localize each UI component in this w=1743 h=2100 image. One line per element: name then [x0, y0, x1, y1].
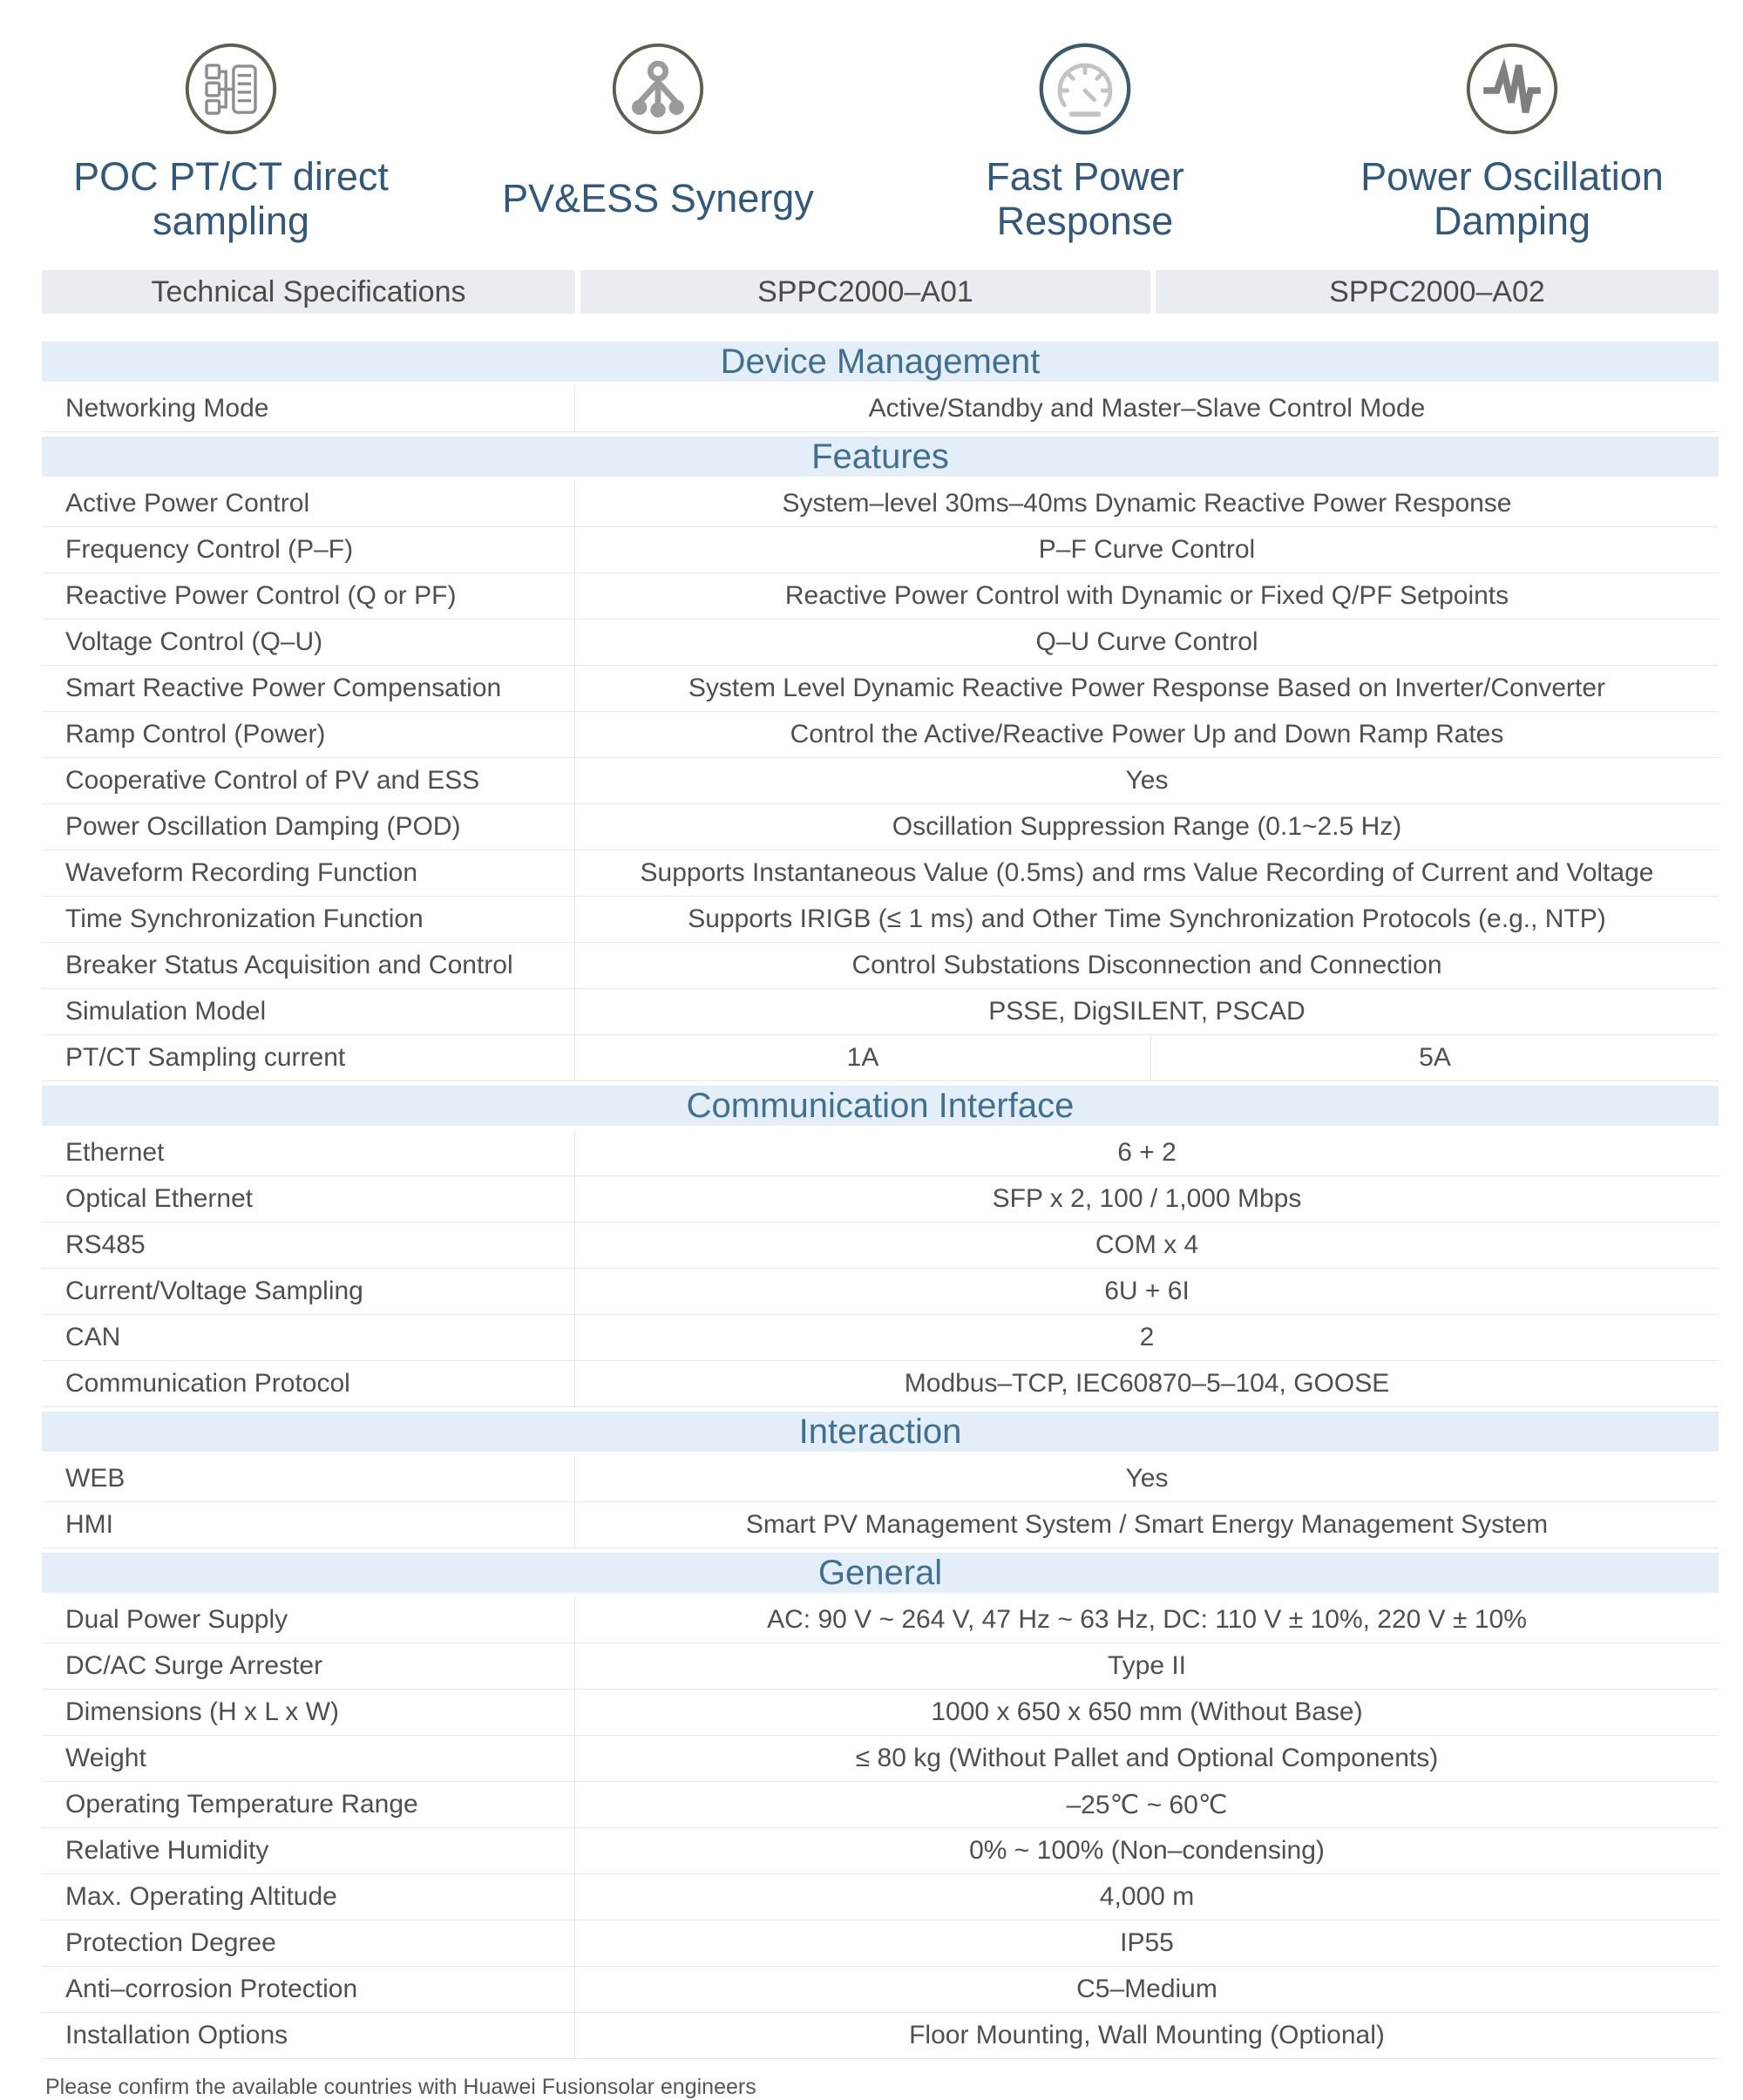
spec-value-a: 1000 x 650 x 650 mm (Without Base)	[931, 1697, 1363, 1726]
table-row	[42, 527, 1719, 573]
spec-value-a: Floor Mounting, Wall Mounting (Optional)	[909, 2021, 1385, 2049]
table-header-row	[42, 270, 1719, 314]
section-rows	[42, 386, 1719, 432]
section-title: General	[817, 1553, 943, 1592]
table-row	[42, 897, 1719, 943]
spec-label: WEB	[42, 1456, 575, 1501]
spec-value-a: Control Substations Disconnection and Connection	[851, 951, 1442, 979]
spec-label: Smart Reactive Power Compensation	[42, 666, 575, 711]
section-band	[42, 1412, 1719, 1452]
spec-section	[42, 1553, 1719, 2059]
spec-value-a: –25℃ ~ 60℃	[1066, 1790, 1228, 1819]
table-row	[42, 1597, 1719, 1643]
feature-item-poc-sampling	[26, 40, 436, 247]
table-row	[42, 620, 1719, 666]
spec-value-a: Supports IRIGB (≤ 1 ms) and Other Time Synchronization Protocols (e.g., NTP)	[688, 904, 1606, 933]
spec-section	[42, 1086, 1719, 1407]
oscillation-wave-icon	[1463, 40, 1561, 138]
spec-label: PT/CT Sampling current	[42, 1035, 575, 1080]
section-title: Features	[811, 437, 949, 476]
table-row	[42, 1176, 1719, 1223]
spec-label: Frequency Control (P–F)	[42, 527, 575, 572]
spec-value-a: Reactive Power Control with Dynamic or Fixed Q/PF Setpoints	[784, 581, 1509, 610]
feature-label: POC PT/CT direct sampling	[73, 153, 389, 243]
spec-value-a: 0% ~ 100% (Non–condensing)	[969, 1836, 1325, 1865]
spec-value-a: Yes	[1125, 766, 1169, 795]
table-row	[42, 1782, 1719, 1828]
footnote: Please confirm the available countries with Huawei Fusionsolar engineers	[45, 2075, 756, 2099]
sampling-diagram-icon	[182, 40, 280, 138]
spec-value-a: 6 + 2	[1117, 1138, 1177, 1167]
spec-label: Waveform Recording Function	[42, 850, 575, 896]
spec-value-a: 2	[1139, 1323, 1155, 1351]
spec-label: CAN	[42, 1315, 575, 1360]
table-row	[42, 804, 1719, 850]
table-row	[42, 2013, 1719, 2059]
table-row	[42, 1315, 1719, 1361]
spec-label: Installation Options	[42, 2013, 575, 2058]
feature-label: Fast Power Response	[986, 153, 1184, 243]
table-row	[42, 943, 1719, 989]
table-row	[42, 481, 1719, 527]
feature-item-power-oscillation-damping	[1307, 40, 1717, 247]
spec-value-a: 6U + 6I	[1104, 1277, 1190, 1305]
spec-label: Current/Voltage Sampling	[42, 1269, 575, 1314]
table-row	[42, 989, 1719, 1035]
spec-label: Operating Temperature Range	[42, 1782, 575, 1827]
table-row	[42, 712, 1719, 758]
spec-label: Dimensions (H x L x W)	[42, 1690, 575, 1735]
table-row	[42, 666, 1719, 712]
spec-value-a: Type II	[1107, 1651, 1187, 1680]
spec-label: Ethernet	[42, 1130, 575, 1175]
spec-value-a: System–level 30ms–40ms Dynamic Reactive Power Response	[782, 489, 1512, 518]
spec-label: Power Oscillation Damping (POD)	[42, 804, 575, 850]
spec-value-a: Supports Instantaneous Value (0.5ms) and rms Value Recording of Current and Voltage	[640, 858, 1654, 887]
spec-value-a: Active/Standby and Master–Slave Control Mode	[868, 394, 1426, 423]
spec-label: Time Synchronization Function	[42, 897, 575, 942]
spec-section	[42, 342, 1719, 432]
table-row	[42, 1967, 1719, 2013]
synergy-network-icon	[609, 40, 707, 138]
spec-label: Cooperative Control of PV and ESS	[42, 758, 575, 803]
spec-value-a: 4,000 m	[1099, 1882, 1195, 1911]
header-cell-title: Technical Specifications	[42, 270, 575, 314]
spec-label: HMI	[42, 1502, 575, 1548]
spec-label: Networking Mode	[42, 386, 575, 431]
spec-value-a: Smart PV Management System / Smart Energy Management System	[745, 1510, 1549, 1539]
spec-label: Breaker Status Acquisition and Control	[42, 943, 575, 988]
spec-value-a: SFP x 2, 100 / 1,000 Mbps	[992, 1184, 1302, 1213]
table-row	[42, 1643, 1719, 1690]
table-row	[42, 386, 1719, 432]
spec-section	[42, 1412, 1719, 1548]
spec-value-a: ≤ 80 kg (Without Pallet and Optional Components)	[855, 1744, 1439, 1772]
spec-label: RS485	[42, 1223, 575, 1268]
table-row	[42, 1920, 1719, 1967]
spec-label: Relative Humidity	[42, 1828, 575, 1873]
table-row	[42, 1874, 1719, 1920]
section-band	[42, 1086, 1719, 1126]
spec-value-a: AC: 90 V ~ 264 V, 47 Hz ~ 63 Hz, DC: 110 V ± 10%, 220 V ± 10%	[767, 1605, 1527, 1634]
table-row	[42, 1361, 1719, 1407]
spec-value-a: COM x 4	[1095, 1230, 1199, 1259]
spec-table-body	[42, 342, 1719, 2059]
table-row	[42, 758, 1719, 804]
spec-value-b: 5A	[1150, 1035, 1719, 1080]
table-row	[42, 1456, 1719, 1502]
table-row	[42, 1269, 1719, 1315]
feature-label: PV&ESS Synergy	[502, 176, 814, 221]
spec-value-a: System Level Dynamic Reactive Power Response Based on Inverter/Converter	[688, 674, 1606, 702]
spec-value-a: Control the Active/Reactive Power Up and Down Ramp Rates	[790, 720, 1504, 749]
table-row	[42, 850, 1719, 897]
spec-value-a: PSSE, DigSILENT, PSCAD	[988, 997, 1306, 1026]
header-cell-model-1: SPPC2000–A01	[575, 270, 1150, 314]
table-row	[42, 1736, 1719, 1782]
spec-label: Active Power Control	[42, 481, 575, 526]
spec-value-a: 1A	[846, 1043, 879, 1072]
section-band	[42, 1553, 1719, 1593]
section-rows	[42, 1597, 1719, 2059]
spec-label: DC/AC Surge Arrester	[42, 1643, 575, 1689]
spec-section	[42, 437, 1719, 1081]
table-row	[42, 1690, 1719, 1736]
table-row	[42, 1035, 1719, 1081]
spec-label: Communication Protocol	[42, 1361, 575, 1406]
spec-label: Weight	[42, 1736, 575, 1781]
spec-value-a: Yes	[1125, 1464, 1169, 1493]
section-band	[42, 437, 1719, 477]
table-row	[42, 1502, 1719, 1548]
spec-label: Ramp Control (Power)	[42, 712, 575, 757]
spec-label: Reactive Power Control (Q or PF)	[42, 573, 575, 619]
table-row	[42, 1223, 1719, 1269]
table-row	[42, 573, 1719, 620]
section-rows	[42, 1130, 1719, 1407]
section-rows	[42, 481, 1719, 1081]
feature-item-fast-power-response	[880, 40, 1290, 247]
spec-value-a: C5–Medium	[1076, 1975, 1217, 2003]
header-cell-model-2: SPPC2000–A02	[1150, 270, 1719, 314]
spec-label: Voltage Control (Q–U)	[42, 620, 575, 665]
spec-value-a: Oscillation Suppression Range (0.1~2.5 Hz)	[892, 812, 1402, 841]
gauge-icon	[1036, 40, 1134, 138]
section-title: Device Management	[720, 342, 1041, 381]
section-band	[42, 342, 1719, 382]
spec-label: Anti–corrosion Protection	[42, 1967, 575, 2012]
feature-item-pv-ess-synergy	[453, 40, 863, 247]
spec-label: Simulation Model	[42, 989, 575, 1034]
spec-label: Protection Degree	[42, 1920, 575, 1966]
table-row	[42, 1828, 1719, 1874]
feature-highlights	[0, 0, 1743, 247]
table-row	[42, 1130, 1719, 1176]
spec-value-a: Modbus–TCP, IEC60870–5–104, GOOSE	[904, 1369, 1390, 1398]
spec-table	[42, 270, 1719, 2059]
spec-label: Max. Operating Altitude	[42, 1874, 575, 1920]
spec-label: Dual Power Supply	[42, 1597, 575, 1643]
feature-label: Power Oscillation Damping	[1360, 153, 1664, 243]
spec-label: Optical Ethernet	[42, 1176, 575, 1222]
section-title: Communication Interface	[686, 1086, 1075, 1125]
spec-value-a: P–F Curve Control	[1038, 535, 1256, 564]
section-rows	[42, 1456, 1719, 1548]
section-title: Interaction	[798, 1412, 962, 1451]
spec-value-a: IP55	[1120, 1928, 1174, 1957]
spec-value-a: Q–U Curve Control	[1035, 627, 1258, 656]
